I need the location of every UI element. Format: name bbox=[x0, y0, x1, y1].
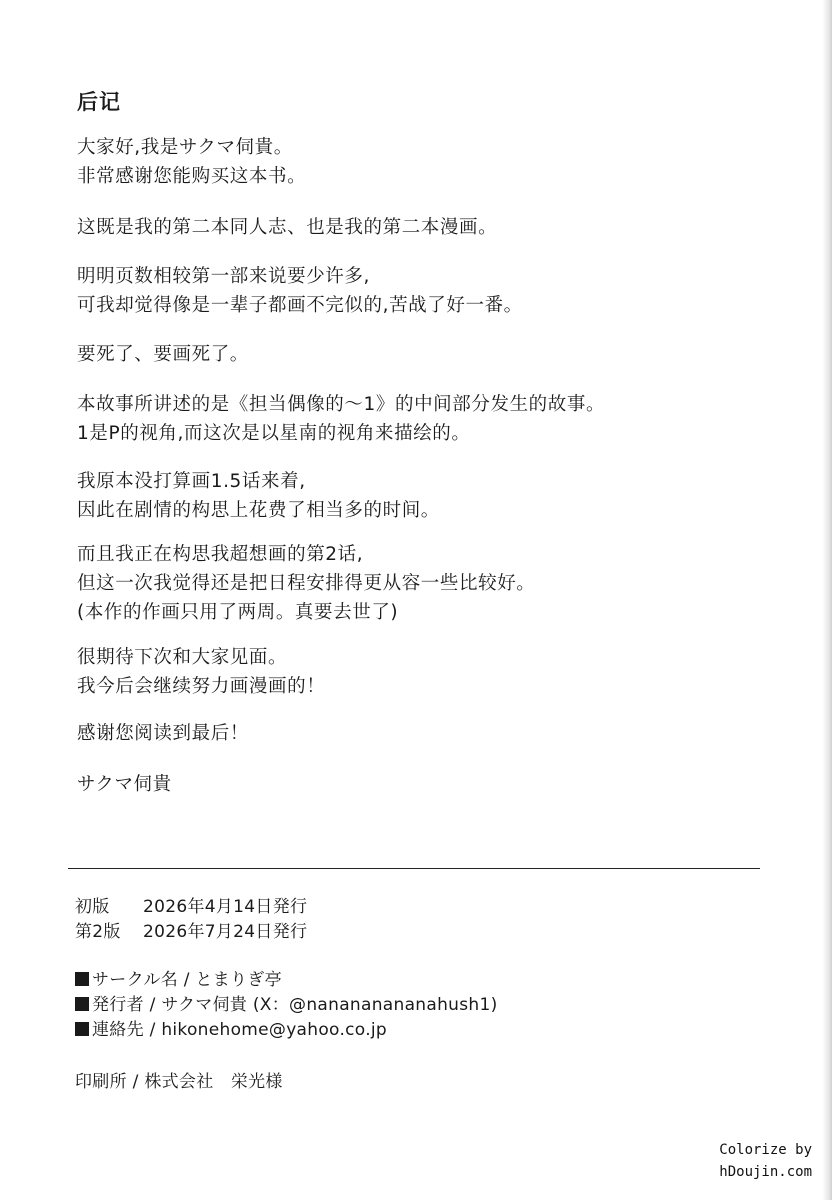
text-line: 大家好,我是サクマ伺貴。 bbox=[77, 137, 293, 158]
text-line: 明明页数相较第一部来说要少许多, bbox=[77, 266, 370, 287]
credit-line: Colorize by bbox=[719, 1142, 812, 1158]
paragraph-second-book bbox=[77, 213, 497, 242]
text-line: 因此在剧情的构思上花费了相当多的时间。 bbox=[77, 500, 440, 521]
edition-label: 第2版 bbox=[75, 922, 121, 942]
text-line: 我今后会继续努力画漫画的！ bbox=[77, 676, 326, 697]
text-line: 本故事所讲述的是《担当偶像的～1》的中间部分发生的故事。 bbox=[77, 394, 606, 415]
text-line: 1是P的视角,而这次是以星南的视角来描绘的。 bbox=[77, 423, 471, 444]
text-line: 这既是我的第二本同人志、也是我的第二本漫画。 bbox=[77, 217, 498, 238]
paragraph-exhausted bbox=[77, 340, 249, 369]
colorize-credit bbox=[719, 1139, 812, 1183]
text-line: 可我却觉得像是一辈子都画不完似的,苦战了好一番。 bbox=[77, 295, 523, 316]
edition-second bbox=[75, 920, 307, 945]
paragraph-greeting bbox=[77, 133, 306, 191]
text-line: 但这一次我觉得还是把日程安排得更从容一些比较好。 bbox=[77, 573, 536, 594]
text-line: サクマ伺貴 bbox=[77, 774, 172, 795]
black-square-bullet bbox=[75, 972, 89, 986]
credit-site: hDoujin.com bbox=[719, 1164, 812, 1180]
black-square-bullet bbox=[75, 997, 89, 1011]
paragraph-thanks bbox=[77, 719, 249, 748]
circle-name-text: サークル名 / とまりぎ亭 bbox=[92, 970, 282, 990]
printer-text: 印刷所 / 株式会社 栄光様 bbox=[75, 1072, 283, 1092]
text-line: 我原本没打算画1.5话来着, bbox=[77, 471, 306, 492]
text-line: 而且我正在构思我超想画的第2话, bbox=[77, 544, 364, 565]
edition-label: 初版 bbox=[75, 897, 110, 917]
page-edge-shadow bbox=[822, 0, 832, 1200]
text-line: 很期待下次和大家见面。 bbox=[77, 647, 288, 668]
paragraph-schedule bbox=[77, 540, 535, 627]
edition-date: 2026年7月24日発行 bbox=[143, 922, 308, 942]
paragraph-plan bbox=[77, 467, 440, 525]
paragraph-next-time bbox=[77, 643, 325, 701]
publisher-info bbox=[75, 968, 498, 1043]
text-line: 非常感谢您能购买这本书。 bbox=[77, 166, 307, 187]
black-square-bullet bbox=[75, 1022, 89, 1036]
colophon-divider bbox=[68, 868, 760, 869]
publisher-text: 発行者 / サクマ伺貴 (X：@nanananananahush1) bbox=[92, 995, 498, 1015]
publisher-line bbox=[75, 993, 498, 1018]
contact-text: 連絡先 / hikonehome@yahoo.co.jp bbox=[92, 1020, 388, 1040]
afterword-title: 后记 bbox=[77, 90, 121, 114]
text-line: 要死了、要画死了。 bbox=[77, 344, 249, 365]
printer-info bbox=[75, 1070, 283, 1095]
edition-list bbox=[75, 895, 307, 945]
text-line: (本作的作画只用了两周。真要去世了) bbox=[77, 602, 399, 623]
paragraph-story bbox=[77, 390, 605, 448]
contact-line bbox=[75, 1018, 498, 1043]
edition-first bbox=[75, 895, 307, 920]
text-line: 感谢您阅读到最后！ bbox=[77, 723, 249, 744]
paragraph-page-count bbox=[77, 262, 523, 320]
author-signature bbox=[77, 770, 172, 799]
circle-name-line bbox=[75, 968, 498, 993]
edition-date: 2026年4月14日発行 bbox=[143, 897, 308, 917]
